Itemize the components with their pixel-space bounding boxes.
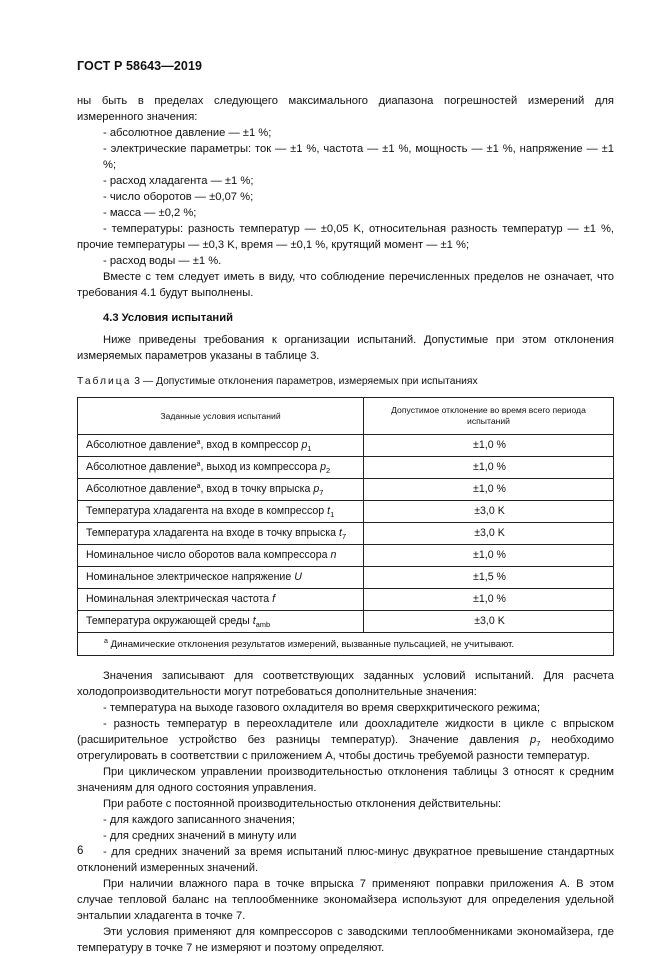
- table-row: [78, 545, 614, 567]
- list-item-text: - разность температур в переохладителе или доохладителе жидкости в цикле с впрыском (расширительное устройство без разницы температур). Значение давления: [77, 718, 614, 746]
- footnote-ref: a: [196, 483, 201, 490]
- condition-cell: [78, 589, 364, 611]
- table-row: [78, 523, 614, 545]
- condition-cell: [78, 435, 364, 457]
- page-number: 6: [77, 845, 84, 857]
- table-row: [78, 589, 614, 611]
- note-paragraph: Вместе с тем следует иметь в виду, что соблюдение перечисленных пределов не означает, что требования 4.1 будут выполнены.: [77, 271, 614, 299]
- parameter-subscript: 2: [326, 466, 331, 475]
- parameter-subscript: 1: [307, 444, 312, 453]
- deviation-value: ±3,0 K: [364, 501, 614, 523]
- conditions-paragraph: Эти условия применяют для компрессоров с заводскими теплообменниками экономайзера, где температуру в точке 7 не измеряют и поэтому определяют.: [77, 926, 614, 954]
- parameter-symbol: t: [327, 505, 331, 517]
- deviation-value: ±1,0 %: [364, 545, 614, 567]
- deviation-value: ±1,0 %: [364, 457, 614, 479]
- table-row: [78, 501, 614, 523]
- parameter-symbol: f: [272, 593, 276, 605]
- condition-cell: [78, 479, 364, 501]
- condition-text: Температура окружающей среды: [86, 615, 253, 627]
- cyclic-paragraph: При циклическом управлении производительностью отклонения таблицы 3 относят к средним значениям для одного состояния управления.: [77, 766, 614, 794]
- condition-text: , вход в компрессор: [200, 439, 302, 451]
- condition-text: , вход в точку впрыска: [200, 483, 314, 495]
- table-row: [78, 479, 614, 501]
- condition-cell: [78, 523, 364, 545]
- condition-text: Температура хладагента на входе в точку впрыска: [86, 527, 340, 539]
- condition-text: Абсолютное давление: [86, 483, 197, 495]
- column-header-deviation: Допустимое отклонение во время всего периода испытаний: [364, 398, 614, 435]
- list-item: - абсолютное давление — ±1 %;: [103, 127, 272, 139]
- table-footnote-row: [78, 633, 614, 656]
- wet-vapor-paragraph: При наличии влажного пара в точке впрыска 7 применяют поправки приложения А. В этом случае тепловой баланс на теплообменнике экономайзера используют для определения удельной энтальпии хладагента в точке 7.: [77, 878, 614, 922]
- condition-text: , выход из компрессора: [200, 461, 321, 473]
- list-item: - расход хладагента — ±1 %;: [103, 175, 254, 187]
- parameter-symbol: n: [330, 549, 337, 561]
- pressure-symbol: p: [529, 734, 537, 746]
- parameter-subscript: 7: [319, 488, 324, 497]
- section-paragraph: Ниже приведены требования к организации испытаний. Допустимые при этом отклонения измеряемых параметров указаны в таблице 3.: [77, 334, 614, 362]
- list-item: - для средних значений в минуту или: [103, 830, 297, 842]
- list-item: [77, 716, 614, 764]
- condition-text: Температура хладагента на входе в компрессор: [86, 505, 328, 517]
- footnote-ref: a: [196, 461, 201, 468]
- constant-paragraph: При работе с постоянной производительностью отклонения действительны:: [103, 798, 502, 810]
- deviation-value: ±3,0 K: [364, 523, 614, 545]
- table-row: [78, 567, 614, 589]
- table-footnote: [78, 633, 614, 656]
- column-header-conditions: Заданные условия испытаний: [78, 398, 364, 435]
- list-item: - температура на выходе газового охладителя во время сверхкритического режима;: [103, 702, 540, 714]
- footnote-ref: a: [196, 439, 201, 446]
- condition-text: Номинальная электрическая частота: [86, 593, 273, 605]
- list-item: - температуры: разность температур — ±0,05 K, относительная разность температур — ±1 %, прочие температуры — ±0,3 K, время — ±0,1 %, крутящий момент — ±1 %;: [77, 223, 614, 251]
- list-item: - для средних значений за время испытаний плюс-минус двукратное превышение стандартных отклонений измеренных значений.: [77, 846, 614, 874]
- table-row: [78, 435, 614, 457]
- condition-cell: [78, 567, 364, 589]
- condition-text: Номинальное электрическое напряжение: [86, 571, 295, 583]
- table-caption-label: Таблица: [77, 376, 132, 387]
- parameter-symbol: t: [252, 615, 256, 627]
- document-header: ГОСТ Р 58643—2019: [77, 59, 203, 73]
- parameter-symbol: p: [320, 461, 327, 473]
- deviation-value: ±1,0 %: [364, 479, 614, 501]
- list-item: - масса — ±0,2 %;: [103, 207, 197, 219]
- condition-text: Номинальное число оборотов вала компрессора: [86, 549, 331, 561]
- footnote-text: Динамические отклонения результатов измерений, вызванные пульсацией, не учитывают.: [107, 638, 515, 650]
- deviation-value: ±1,5 %: [364, 567, 614, 589]
- list-item-text: необходимо отрегулировать в соответствии с приложением А, чтобы достичь требуемой разности температур.: [77, 734, 614, 762]
- table-header-row: [78, 398, 614, 435]
- tolerance-list: [77, 125, 614, 269]
- parameter-symbol: U: [294, 571, 302, 583]
- page-content: [77, 93, 614, 956]
- condition-cell: [78, 457, 364, 479]
- condition-text: Абсолютное давление: [86, 439, 197, 451]
- list-item: - расход воды — ±1 %.: [103, 255, 222, 267]
- condition-cell: [78, 501, 364, 523]
- parameter-subscript: amb: [255, 620, 271, 629]
- parameter-subscript: 1: [330, 510, 335, 519]
- condition-text: Абсолютное давление: [86, 461, 197, 473]
- table-caption-text: 3 — Допустимые отклонения параметров, измеряемых при испытаниях: [131, 376, 478, 387]
- parameter-symbol: t: [339, 527, 342, 539]
- intro-paragraph: ны быть в пределах следующего максимального диапазона погрешностей измерений для измеренного значения:: [77, 95, 614, 123]
- parameter-symbol: p: [301, 439, 308, 451]
- deviation-value: ±3,0 K: [364, 611, 614, 633]
- parameter-symbol: p: [313, 483, 320, 495]
- condition-cell: [78, 611, 364, 633]
- table-caption: [77, 374, 614, 390]
- parameter-subscript: 7: [341, 532, 347, 541]
- section-heading: 4.3 Условия испытаний: [103, 312, 233, 324]
- pressure-subscript: 7: [536, 739, 541, 748]
- deviation-table: [77, 397, 614, 656]
- list-item: - электрические параметры: ток — ±1 %, частота — ±1 %, мощность — ±1 %, напряжение — ±1 %;: [103, 143, 614, 171]
- list-item: - число оборотов — ±0,07 %;: [103, 191, 254, 203]
- list-item: - для каждого записанного значения;: [103, 814, 295, 826]
- deviation-value: ±1,0 %: [364, 435, 614, 457]
- deviation-value: ±1,0 %: [364, 589, 614, 611]
- values-paragraph: Значения записывают для соответствующих заданных условий испытаний. Для расчета холодопроизводительности могут потребоваться дополнительные значения:: [77, 670, 614, 698]
- condition-cell: [78, 545, 364, 567]
- table-row: [78, 611, 614, 633]
- table-row: [78, 457, 614, 479]
- footnote-mark: a: [104, 637, 108, 645]
